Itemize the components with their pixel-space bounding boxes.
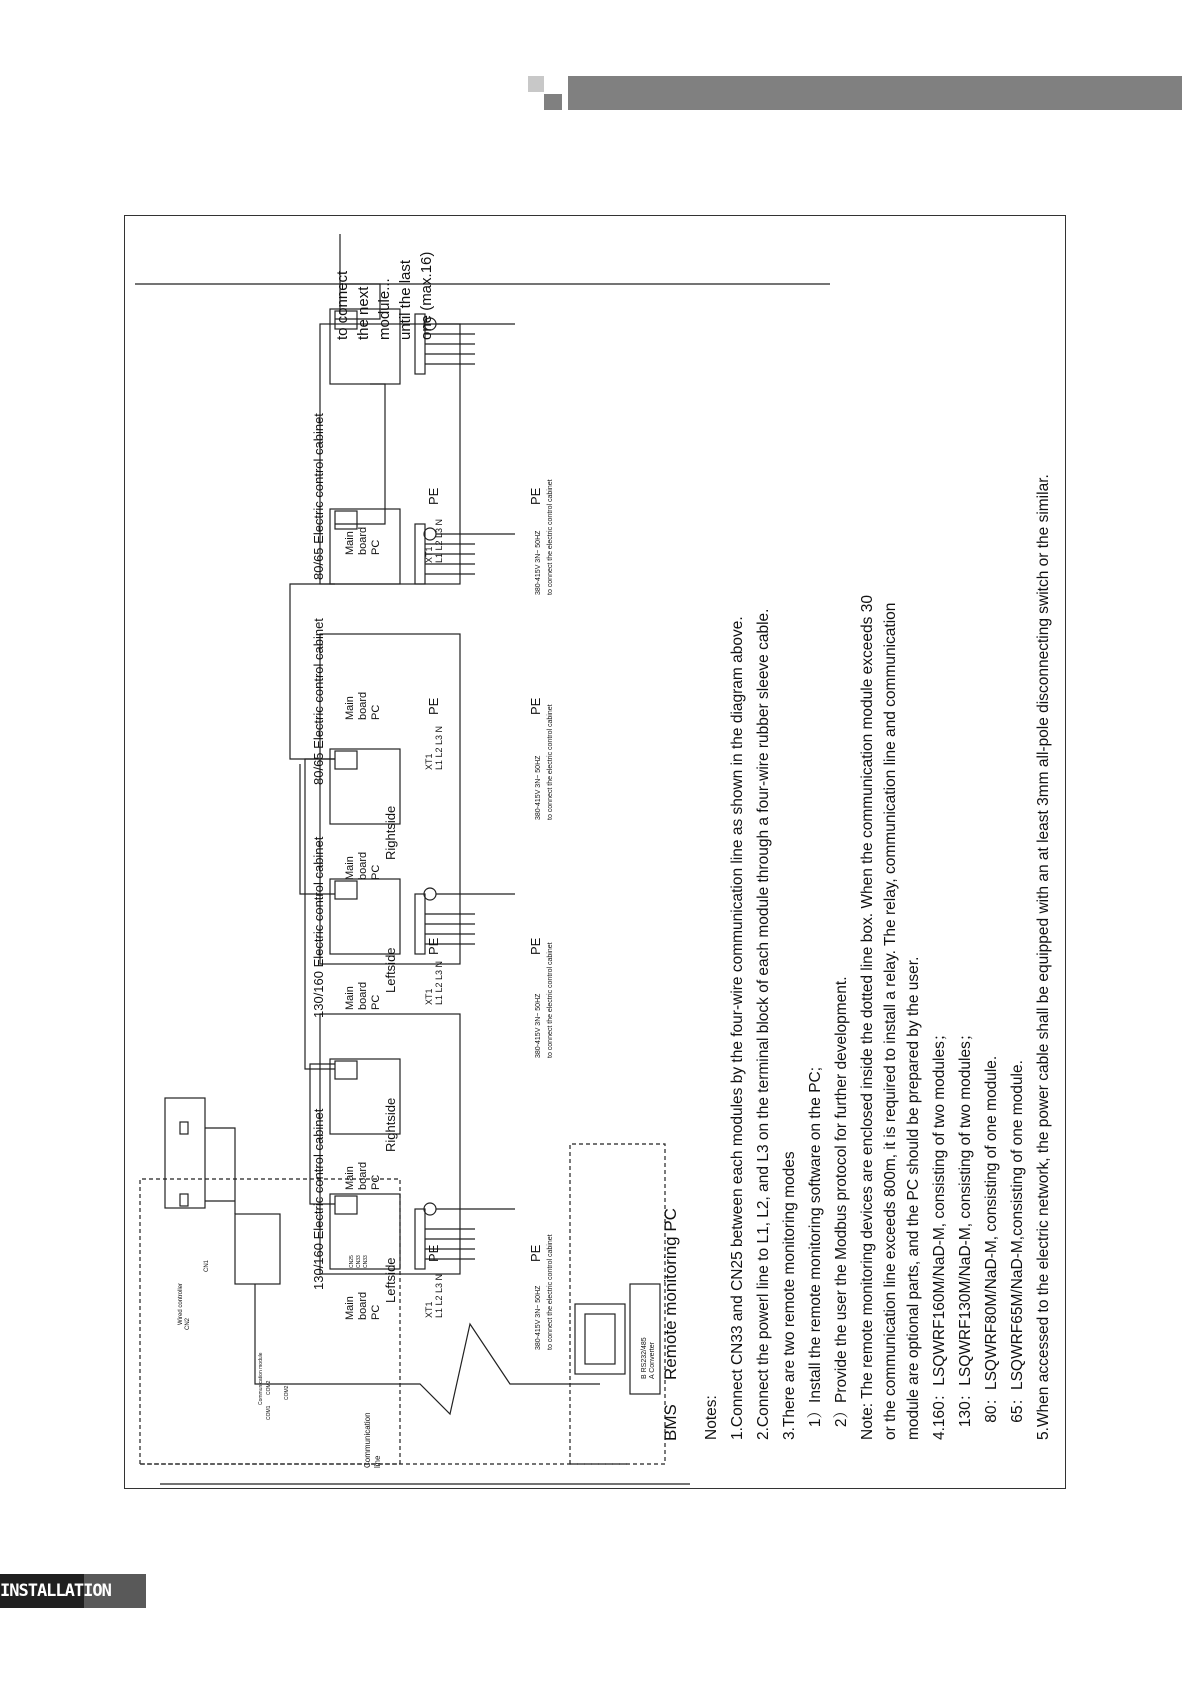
svg-text:Main: Main [344,1296,356,1320]
svg-text:L1 L2 L3 N: L1 L2 L3 N [434,725,444,770]
power-labels [535,479,554,1350]
svg-text:to connect the electric contro: to connect the electric control cabinet [547,942,554,1058]
svg-text:to connect: to connect [334,270,351,340]
remote-pc-label: Remote monitoring PC [661,1208,680,1380]
rightside-label-2: Rightside [383,805,398,860]
svg-text:PC: PC [370,539,382,555]
svg-text:board: board [357,526,369,555]
note-4-130: 130：LSQWRF130M/NaD-M, consisting of two modules； [957,1025,974,1440]
footer-section-label: INSTALLATION [0,1574,84,1608]
svg-text:the next: the next [355,286,372,340]
svg-text:PE: PE [426,697,441,715]
xt1-labels [424,519,444,1318]
communication-module-box [235,1214,280,1284]
svg-text:to connect the electric contro: to connect the electric control cabinet [547,1234,554,1350]
cabinet-label-3: 80/65 Electric control cabinet [311,618,326,785]
pe-labels [426,487,543,1262]
svg-text:XT1: XT1 [424,1301,434,1318]
svg-text:380-415V 3N~ 50HZ: 380-415V 3N~ 50HZ [535,530,542,595]
svg-text:CN1: CN1 [204,1259,210,1272]
rightside-label-1: Rightside [383,1097,398,1152]
svg-text:board: board [357,851,369,880]
chain-5 [335,384,385,524]
note-4: 4.160：LSQWRF160M/NaD-M, consisting of two modules； [931,1025,948,1440]
svg-text:to connect the electric contro: to connect the electric control cabinet [547,479,554,595]
note-3-1: 1）Install the remote monitoring software on the PC; [807,1066,824,1440]
svg-text:COM2: COM2 [284,1385,290,1400]
note-4-80: 80：LSQWRF80M/NaD-M, consisting of one module. [983,1055,1000,1440]
connector-labels [349,1255,369,1268]
comm-module-label: Communication module [258,1352,264,1405]
svg-text:L1 L2 L3 N: L1 L2 L3 N [434,960,444,1005]
svg-text:CN25: CN25 [349,1255,355,1268]
wired-controller-box [165,1098,205,1208]
svg-text:XT1: XT1 [424,988,434,1005]
svg-text:one (max.16): one (max.16) [418,251,435,340]
svg-text:Main: Main [344,1166,356,1190]
bms-label: BMS [661,1404,680,1441]
svg-text:PE: PE [528,937,543,955]
cabinet-label-4: 80/65 Electric control cabinet [311,413,326,580]
svg-text:COM2: COM2 [266,1380,272,1395]
notes [703,474,1052,1440]
svg-text:380-415V 3N~ 50HZ: 380-415V 3N~ 50HZ [535,993,542,1058]
svg-text:line: line [373,1455,382,1468]
svg-text:PC: PC [370,704,382,720]
leftside-label-2: Leftside [383,947,398,993]
svg-text:Main: Main [344,531,356,555]
svg-text:PC: PC [370,1174,382,1190]
svg-text:CN33: CN33 [363,1255,369,1268]
cabinet-label-1: 130/160 Electric control cabinet [311,1108,326,1290]
comm-line-label: Communication [363,1412,372,1468]
svg-text:XT1: XT1 [424,753,434,770]
svg-text:board: board [357,1161,369,1190]
svg-text:PE: PE [528,1244,543,1262]
svg-text:380-415V 3N~ 50HZ: 380-415V 3N~ 50HZ [535,1285,542,1350]
svg-text:L1 L2 L3 N: L1 L2 L3 N [434,1273,444,1318]
svg-text:Main: Main [344,986,356,1010]
svg-text:380-415V 3N~ 50HZ: 380-415V 3N~ 50HZ [535,755,542,820]
svg-text:PE: PE [528,487,543,505]
note-dotted-2: or the communication line exceeds 800m, it is required to install a relay. The relay, communication line and communication [882,602,899,1440]
svg-text:PE: PE [426,487,441,505]
svg-text:XT1: XT1 [424,546,434,563]
svg-text:until the last: until the last [397,259,414,340]
svg-text:PC: PC [370,864,382,880]
svg-text:L1 L2 L3 N: L1 L2 L3 N [434,518,444,563]
svg-text:PC: PC [370,1304,382,1320]
board-labels [344,527,382,1320]
svg-text:PE: PE [426,1244,441,1262]
main-board-2a [330,879,400,954]
note-dotted-1: Note: The remote monitoring devices are enclosed inside the dotted line box. When the communication module exceeds 30 [859,595,876,1440]
note-dotted-3: module are optional parts, and the PC should be prepared by the user. [905,956,922,1440]
rs-converter-label: B RS232/485 [641,1337,648,1379]
wired-controller-label: Wired controller [178,1282,184,1325]
svg-text:CN33: CN33 [356,1255,362,1268]
svg-text:PE: PE [528,697,543,715]
note-3: 3.There are two remote monitoring modes [781,1151,798,1440]
svg-text:PE: PE [426,937,441,955]
svg-text:board: board [357,1291,369,1320]
note-5: 5.When accessed to the electric network, the power cable shall be equipped with an at least 3mm all-pole disconnecting switch or the similar. [1035,474,1052,1440]
note-1: 1.Connect CN33 and CN25 between each modules by the four-wire communication line as shown in the diagram above. [729,616,746,1440]
svg-text:CN2: CN2 [185,1317,191,1330]
svg-text:COM1: COM1 [266,1405,272,1420]
svg-text:board: board [357,981,369,1010]
svg-text:Main: Main [344,856,356,880]
notes-heading: Notes: [703,1395,720,1440]
svg-text:to connect the electric contro: to connect the electric control cabinet [547,704,554,820]
note-3-2: 2）Provide the user the Modbus protocol for further development. [833,976,850,1440]
svg-text:PC: PC [370,994,382,1010]
next-module-text [334,252,435,340]
leftside-label-1: Leftside [383,1257,398,1303]
note-4-65: 65：LSQWRF65M/NaD-M,consisting of one module. [1009,1060,1026,1440]
svg-text:A Converter: A Converter [649,1342,656,1379]
note-2: 2.Connect the powerl line to L1, L2, and L3 on the terminal block of each module through a four-wire rubber sleeve cable. [755,608,772,1440]
svg-text:board: board [357,691,369,720]
cabinet-label-2: 130/160 Electric control cabinet [311,836,326,1018]
svg-text:Main: Main [344,696,356,720]
svg-text:module...: module... [376,278,393,340]
